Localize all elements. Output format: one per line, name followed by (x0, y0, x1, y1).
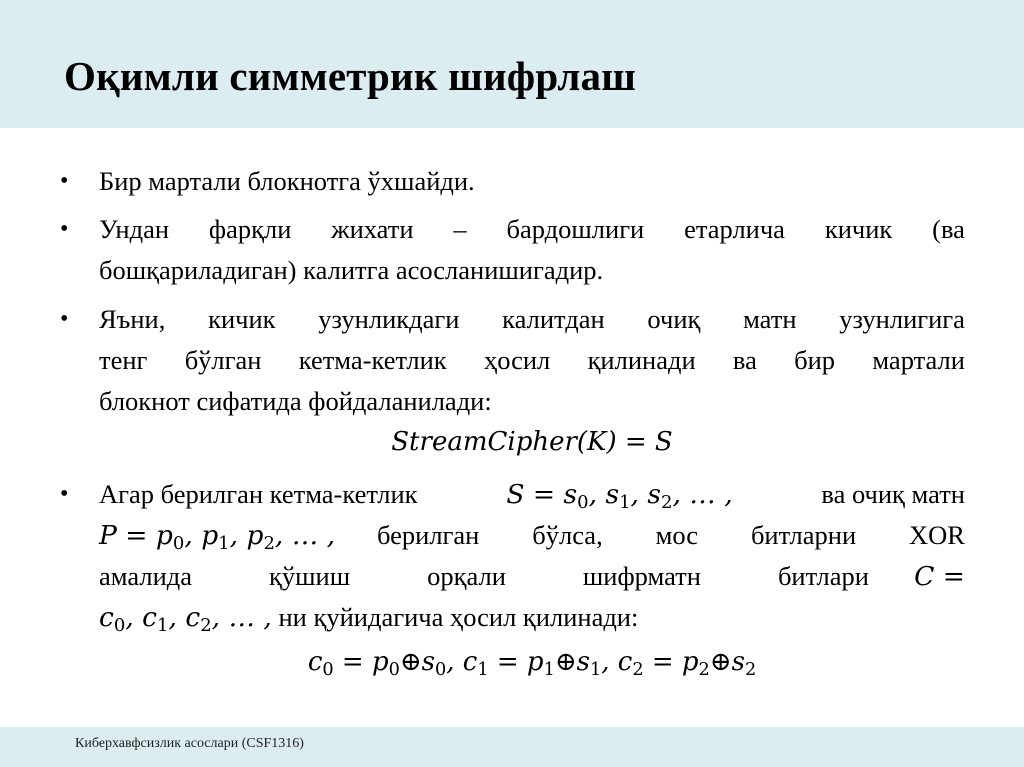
key-sequence-expression: $S = s_0$, $s_1$, $s_2$, … , (506, 479, 733, 514)
word: шифрматн (582, 561, 701, 591)
bullet-marker: • (60, 216, 69, 242)
bullet-1-line-1: Бир мартали блокнотга ўхшайди. (99, 166, 475, 196)
word: тенг (99, 345, 148, 375)
bullet-3-line-2 (99, 340, 965, 381)
plaintext-expression: $P = p_0$, $p_1$, $p_2$, … , (99, 520, 336, 555)
bullet-marker: • (60, 306, 69, 332)
bullet-1 (99, 161, 965, 202)
stream-cipher-formula: StreamCipher(K) = S (391, 427, 673, 457)
word: ва (732, 345, 757, 375)
bullet-4-line-4 (99, 597, 965, 638)
bullet-2-line-1 (99, 209, 965, 250)
bullet-4-line-2 (99, 515, 965, 556)
ciphertext-symbol: C = (914, 561, 965, 592)
bullet-2 (99, 209, 965, 291)
xor-formula: $c_0$ = $p_0\oplus s_0$, $c_1$ = $p_1\oplus s_1$, $c_2$ = $p_2\oplus s_2$ (307, 647, 757, 680)
word: мос (655, 520, 699, 550)
word: очиқ (647, 304, 701, 334)
word: – (453, 214, 467, 244)
word: матн (743, 304, 797, 334)
word: бўлса, (532, 520, 603, 550)
bullet-marker: • (60, 481, 69, 507)
word: орқали (427, 561, 506, 591)
word: кичик (208, 304, 276, 334)
bullet-2-line-2: бошқариладиган) калитга асосланишигадир. (99, 255, 604, 285)
bullet-4-line-3 (99, 556, 965, 597)
bullet-4 (99, 474, 965, 638)
ciphertext-expression: $c_0$, $c_1$, $c_2$, … , (99, 602, 272, 637)
bullet-4-line-3-words (99, 556, 869, 597)
word: (ва (932, 214, 965, 244)
word: ҳосил (483, 345, 551, 375)
bullet-4-line-1-prefix: Агар берилган кетма-кетлик (99, 479, 418, 509)
word: мартали (872, 345, 965, 375)
bullet-3-line-1 (99, 299, 965, 340)
word: калитдан (502, 304, 605, 334)
bullet-4-line-1 (99, 474, 965, 515)
bullet-3-line-3: блокнот сифатида фойдаланилади: (99, 386, 492, 416)
word: фарқли (208, 214, 292, 244)
bullet-marker: • (60, 168, 69, 194)
word: бир (794, 345, 836, 375)
word: қўшиш (269, 561, 351, 591)
word: узунликдаги (318, 304, 460, 334)
word: кичик (824, 214, 893, 244)
word: узунлигига (839, 304, 965, 334)
bullet-3 (99, 299, 965, 422)
word: етарлича (684, 214, 785, 244)
word: бардошлиги (506, 214, 645, 244)
slide-title: Оқимли симметрик шифрлаш (64, 53, 637, 99)
bullet-4-line-4-suffix: ни қуйидагича ҳосил қилинади: (278, 602, 639, 632)
slide-footer: Киберхавфсизлик асослари (CSF1316) (75, 736, 304, 751)
word: қилинади (587, 345, 696, 375)
bullet-4-line-1-suffix: ва очиқ матн (821, 479, 965, 509)
word: кетма-кетлик (298, 345, 447, 375)
bullet-4-line-2-text (377, 515, 965, 556)
word: жихати (331, 214, 414, 244)
word: Яъни, (99, 304, 166, 334)
word: Ундан (99, 214, 170, 244)
word: XOR (909, 520, 965, 550)
word: битлари (777, 561, 869, 591)
word: берилган (377, 520, 480, 550)
word: битларни (750, 520, 857, 550)
word: бўлган (184, 345, 262, 375)
word: амалида (99, 561, 192, 591)
